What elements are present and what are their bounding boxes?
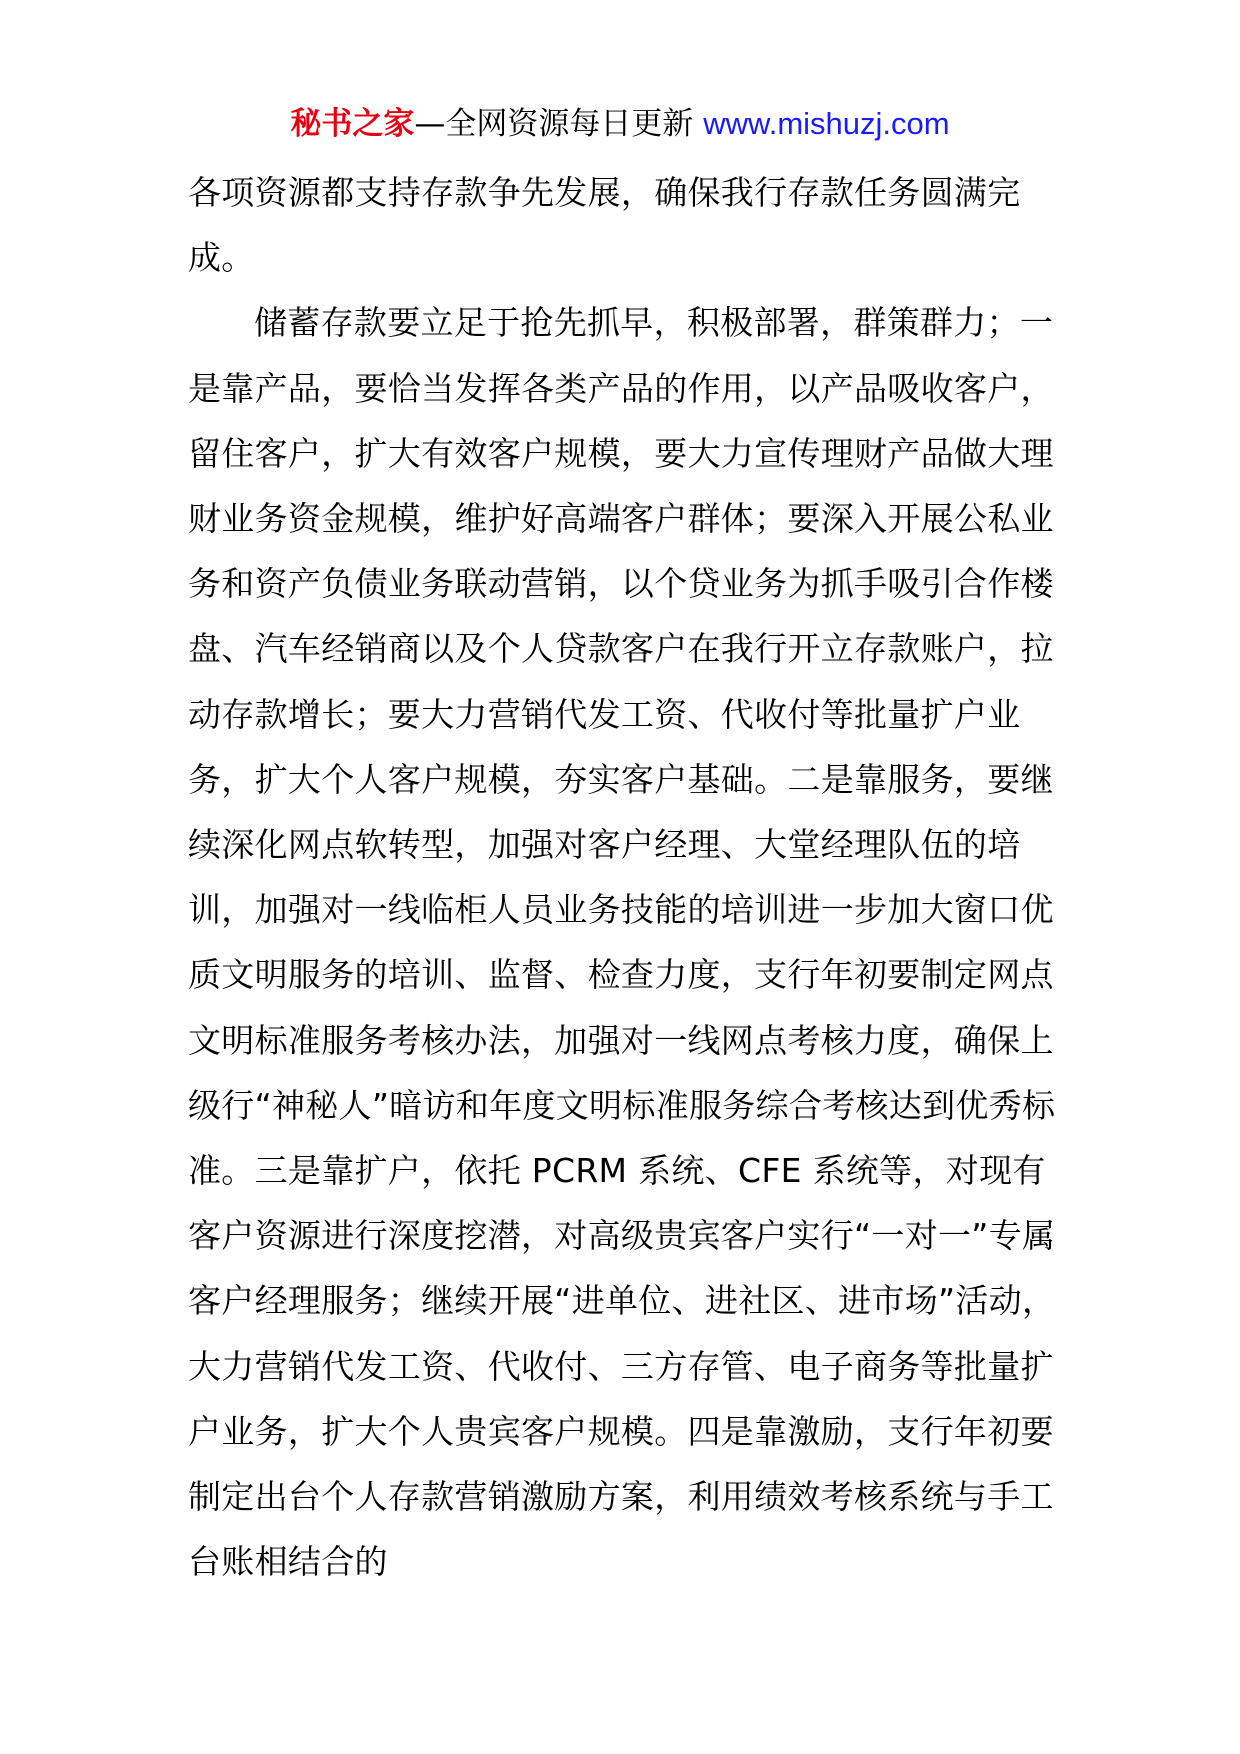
header-tagline: —全网资源每日更新 xyxy=(414,106,694,142)
paragraph-continuation: 各项资源都支持存款争先发展，确保我行存款任务圆满完成。 xyxy=(188,173,1021,278)
header-url-link[interactable]: www.mishuzj.com xyxy=(703,106,950,141)
paragraph-savings-deposits: 储蓄存款要立足于抢先抓早，积极部署，群策群力；一是靠产品，要恰当发挥各类产品的作用，以产品吸收客户，留住客户，扩大有效客户规模，要大力宣传理财产品做大理财业务资金规模，维护好高端客户群体；要深入开展公私业务和资产负债业务联动营销，以个贷业务为抓手吸引合作楼盘、汽车经销商以及个人贷款客户在我行开立存款账户，拉动存款增长；要大力营销代发工资、代收付等批量扩户业务，扩大个人客户规模，夯实客户基础。二是靠服务，要继续深化网点软转型，加强对客户经理、大堂经理队伍的培训，加强对一线临柜人员业务技能的培训进一步加大窗口优质文明服务的培训、监督、检查力度，支行年初要制定网点文明标准服务考核办法，加强对一线网点考核力度，确保上级行“神秘人”暗访和年度文明标准服务综合考核达到优秀标准。三是靠扩户，依托 PCRM 系统、CFE 系统等，对现有客户资源进行深度挖潜，对高级贵宾客户实行“一对一”专属客户经理服务；继续开展“进单位、进社区、进市场”活动，大力营销代发工资、代收付、三方存管、电子商务等批量扩户业务，扩大个人贵宾客户规模。四是靠激励，支行年初要制定出台个人存款营销激励方案，利用绩效考核系统与手工台账相结合的 xyxy=(188,303,1056,1582)
page-header xyxy=(0,104,1240,144)
header-brand: 秘书之家 xyxy=(290,106,415,142)
document-body xyxy=(188,160,1060,1594)
